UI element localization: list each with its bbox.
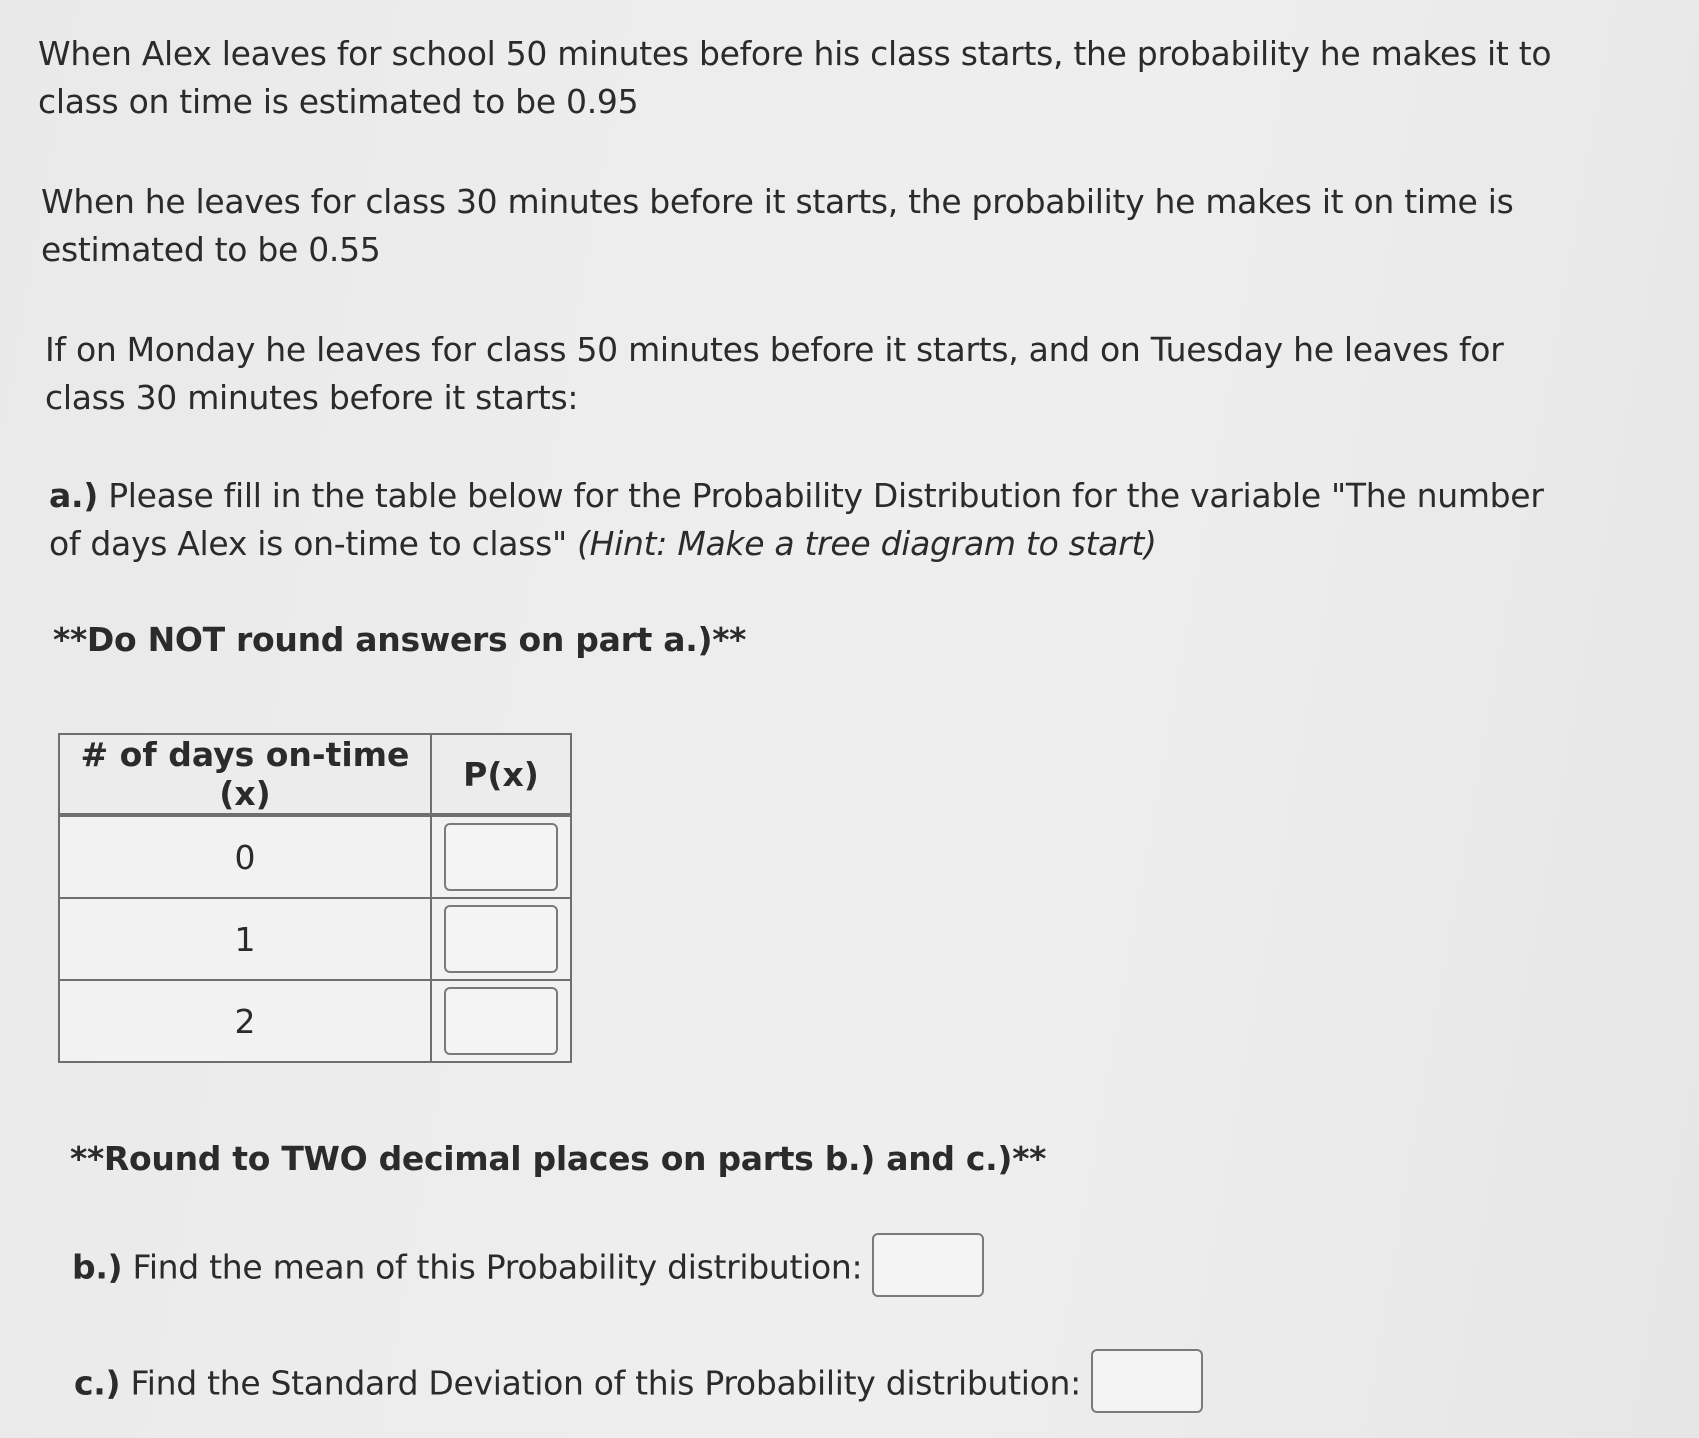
- table-header-row: [59, 734, 571, 815]
- p2-line1: When he leaves for class 30 minutes before it starts, the probability he makes it on time is: [41, 182, 1514, 221]
- part-a-instructions: [49, 472, 1669, 568]
- px-1-input[interactable]: [444, 905, 558, 973]
- probability-distribution-table: [58, 733, 572, 1063]
- part-b-text: Find the mean of this Probability distribution:: [122, 1247, 863, 1287]
- mean-input[interactable]: [872, 1233, 984, 1297]
- table-row: [59, 980, 571, 1062]
- part-a-no-round-note: **Do NOT round answers on part a.)**: [53, 620, 747, 659]
- cell-x-2: 2: [59, 980, 431, 1062]
- cell-x-0: 0: [59, 815, 431, 898]
- header-px: P(x): [431, 734, 571, 815]
- intro-paragraph-3: [45, 326, 1665, 422]
- part-b-label: b.): [72, 1247, 123, 1287]
- p3-line1: If on Monday he leaves for class 50 minutes before it starts, and on Tuesday he leaves for: [45, 330, 1504, 369]
- part-a-text-line2: of days Alex is on-time to class": [49, 524, 578, 563]
- p1-line2: class on time is estimated to be 0.95: [38, 82, 639, 121]
- cell-px-1: [431, 898, 571, 980]
- table-row: [59, 898, 571, 980]
- rounding-note: **Round to TWO decimal places on parts b.) and c.)**: [70, 1139, 1047, 1178]
- p1-line1: When Alex leaves for school 50 minutes before his class starts, the probability he makes it to: [38, 34, 1552, 73]
- header-x: # of days on-time (x): [59, 734, 431, 815]
- cell-px-0: [431, 815, 571, 898]
- table-row: [59, 815, 571, 898]
- part-a-label: a.): [49, 476, 98, 515]
- cell-x-1: 1: [59, 898, 431, 980]
- px-0-input[interactable]: [444, 823, 558, 891]
- std-dev-input[interactable]: [1091, 1349, 1203, 1413]
- p3-line2: class 30 minutes before it starts:: [45, 378, 579, 417]
- part-c-text: Find the Standard Deviation of this Probability distribution:: [120, 1363, 1081, 1403]
- part-a-text-line1: Please fill in the table below for the Probability Distribution for the variable "The number: [98, 476, 1544, 515]
- part-b-question: [72, 1237, 1692, 1301]
- part-c-label: c.): [74, 1363, 121, 1403]
- part-c-question: [74, 1353, 1694, 1417]
- cell-px-2: [431, 980, 571, 1062]
- px-2-input[interactable]: [444, 987, 558, 1055]
- intro-paragraph-1: [38, 30, 1658, 126]
- p2-line2: estimated to be 0.55: [41, 230, 381, 269]
- part-a-hint: (Hint: Make a tree diagram to start): [577, 524, 1157, 563]
- intro-paragraph-2: [41, 178, 1661, 274]
